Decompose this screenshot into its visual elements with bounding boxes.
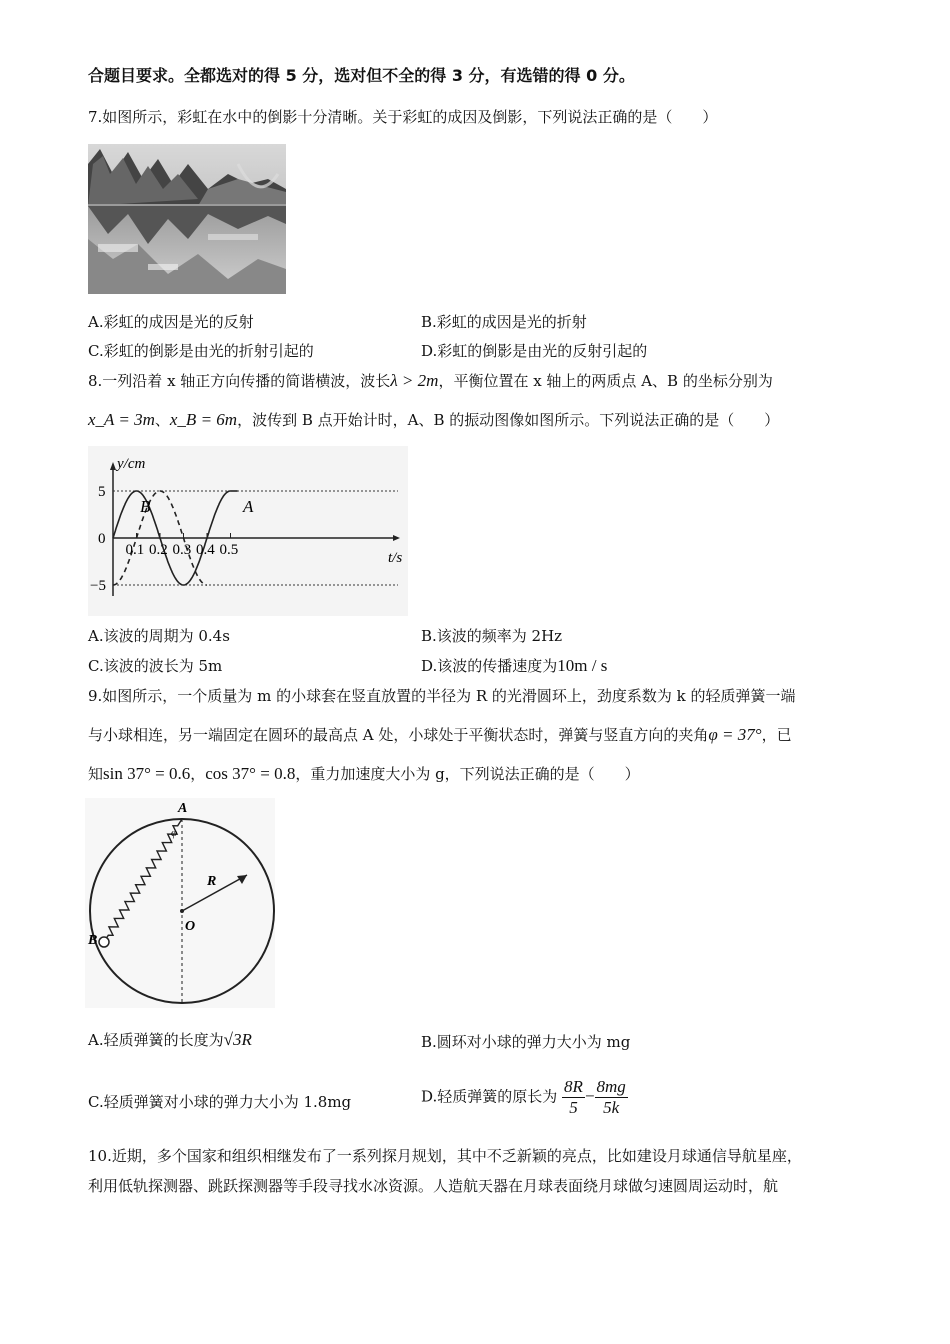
x-axis-label: t/s — [388, 550, 403, 566]
q8-wavelength-condition: λ > 2m — [390, 371, 439, 390]
y-tick-label: −5 — [90, 578, 106, 594]
q9-option-d-text: D.轻质弹簧的原长为 — [421, 1087, 558, 1106]
q9-stem-line1: 9.如图所示，一个质量为 m 的小球套在竖直放置的半径为 R 的光滑圆环上，劲度系数为 k 的轻质弹簧一端 — [88, 687, 796, 705]
q9-option-d-frac2 — [595, 1077, 628, 1118]
q8-stem-line2 — [88, 410, 779, 430]
q8-option-a: A.该波的周期为 0.4s — [88, 627, 230, 645]
q10-line1: 10.近期，多个国家和组织相继发布了一系列探月规划，其中不乏新颖的亮点，比如建设月球通信导航星座， — [88, 1147, 802, 1165]
center-point — [180, 909, 184, 913]
label-phi: φ — [171, 827, 178, 839]
q8-sep: 、 — [154, 411, 170, 429]
frac2-den: 5k — [603, 1098, 620, 1117]
q7-stem: 7.如图所示，彩虹在水中的倒影十分清晰。关于彩虹的成因及倒影，下列说法正确的是（ ） — [88, 108, 718, 126]
x-tick-label: 0.4 — [196, 542, 215, 558]
q9-stem2-a: 与小球相连，另一端固定在圆环的最高点 A 处，小球处于平衡状态时，弹簧与竖直方向的夹角 — [88, 726, 709, 744]
q7-option-d: D.彩虹的倒影是由光的反射引起的 — [421, 342, 648, 360]
q7-option-a: A.彩虹的成因是光的反射 — [88, 313, 254, 331]
frac2-num: 8mg — [596, 1077, 626, 1096]
x-tick-label: 0.1 — [125, 542, 145, 558]
x-tick-label: 0.5 — [219, 542, 239, 558]
q8-stem2-b: ，波传到 B 点开始计时，A、B 的振动图像如图所示。下列说法正确的是（ ） — [237, 411, 780, 429]
q9-option-d-frac1 — [562, 1077, 585, 1118]
q8-option-b: B.该波的频率为 2Hz — [421, 627, 563, 645]
q8-option-c: C.该波的波长为 5m — [88, 657, 223, 675]
section-instruction: 合题目要求。全都选对的得 5 分，选对但不全的得 3 分，有选错的得 0 分。 — [88, 66, 635, 85]
q9-stem-line2 — [88, 725, 792, 745]
x-tick-label: 0.3 — [172, 542, 192, 558]
series-label-A: A — [243, 497, 254, 516]
q9-stem3-b: ，重力加速度大小为 g，下列说法正确的是（ ） — [295, 765, 640, 783]
q9-option-a — [88, 1030, 252, 1050]
q8-option-d — [421, 656, 607, 676]
series-label-B: B — [140, 497, 151, 516]
q7-option-b: B.彩虹的成因是光的折射 — [421, 313, 587, 331]
q9-option-c: C.轻质弹簧对小球的弹力大小为 1.8mg — [88, 1093, 352, 1111]
ring-spring-figure — [85, 798, 275, 1008]
q9-angle: φ = 37° — [708, 725, 762, 744]
frac1-num: 8R — [564, 1077, 583, 1096]
q8-stem1-b: ，平衡位置在 x 轴上的两质点 A、B 的坐标分别为 — [438, 372, 773, 390]
q7-option-c: C.彩虹的倒影是由光的折射引起的 — [88, 342, 314, 360]
y-tick-label: 0 — [98, 531, 106, 547]
q10-line2: 利用低轨探测器、跳跃探测器等手段寻找水冰资源。人造航天器在月球表面绕月球做匀速圆周运动时，航 — [88, 1177, 779, 1195]
y-tick-label: 5 — [98, 484, 106, 500]
q9-option-b: B.圆环对小球的弹力大小为 mg — [421, 1033, 631, 1051]
q9-option-a-text: A.轻质弹簧的长度为 — [88, 1031, 224, 1049]
q9-cos: cos 37° = 0.8 — [205, 764, 296, 783]
ball — [99, 937, 109, 947]
q9-sep: ， — [190, 765, 206, 783]
q8-option-d-text: D.该波的传播速度为 — [421, 657, 558, 675]
label-o: O — [185, 919, 196, 934]
y-axis-label: y/cm — [117, 456, 146, 472]
vibration-graph — [88, 446, 408, 616]
q8-xa: x_A = 3m — [88, 410, 155, 429]
x-tick-label: 0.2 — [149, 542, 168, 558]
label-b: B — [88, 933, 98, 948]
q9-option-d-minus: − — [584, 1086, 595, 1106]
q8-option-d-math: 10m / s — [557, 656, 608, 675]
q8-stem-line1 — [88, 371, 773, 391]
q9-stem-line3 — [88, 764, 640, 784]
frac1-den: 5 — [569, 1098, 578, 1117]
rainbow-lake-photo — [88, 144, 286, 294]
q8-stem1-a: 8.一列沿着 x 轴正方向传播的简谐横波，波长 — [88, 372, 391, 390]
q9-option-d — [421, 1077, 628, 1118]
q9-stem3-a: 知 — [88, 765, 104, 783]
q9-option-a-math: √3R — [223, 1030, 252, 1049]
q9-sin: sin 37° = 0.6 — [103, 764, 191, 783]
label-a: A — [178, 801, 188, 816]
q9-stem2-b: ，已 — [761, 726, 792, 744]
label-r: R — [207, 874, 217, 889]
q8-xb: x_B = 6m — [169, 410, 238, 429]
